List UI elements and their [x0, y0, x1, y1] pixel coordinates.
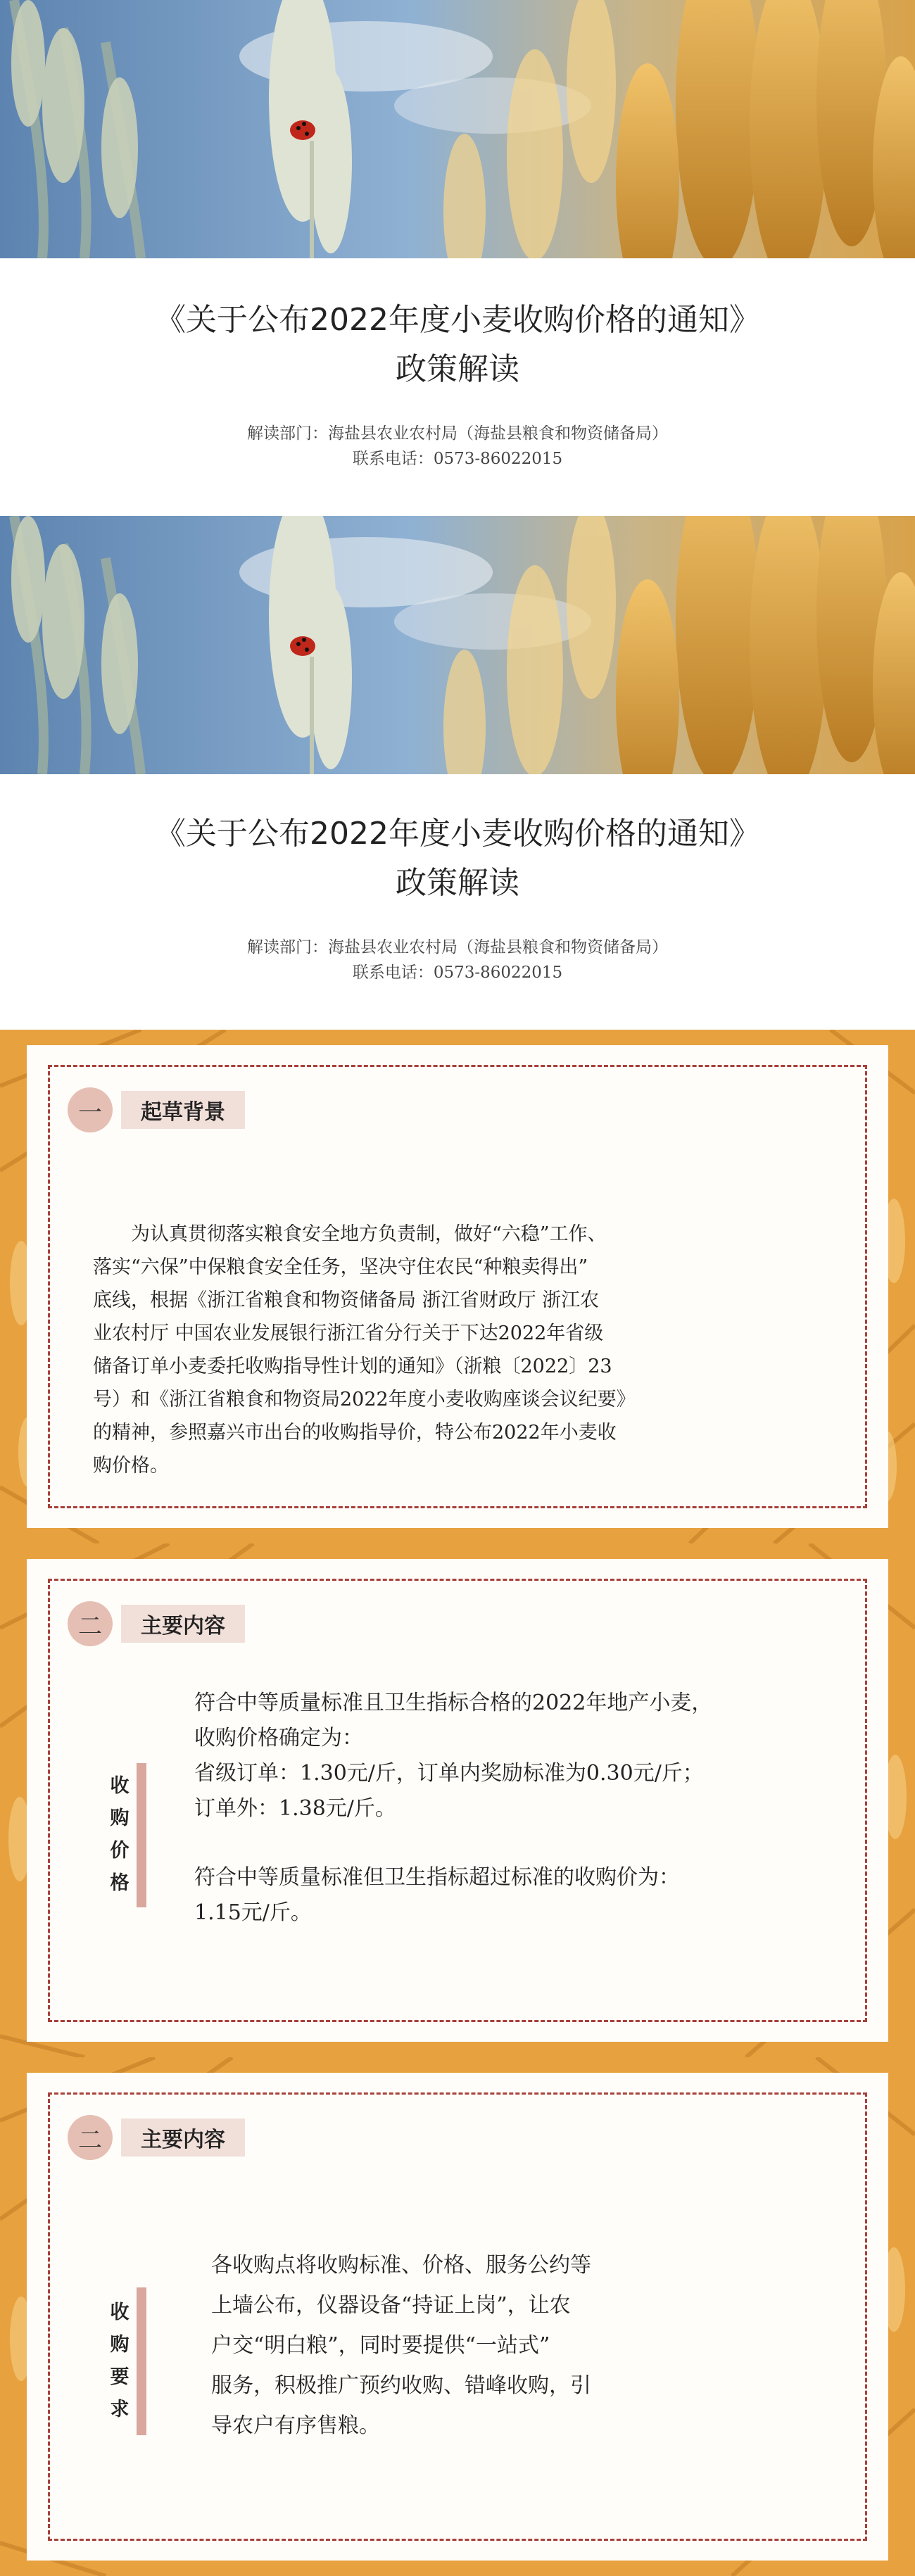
section-title: 主要内容: [121, 1605, 245, 1643]
page-title: 《关于公布2022年度小麦收购价格的通知》: [155, 302, 760, 338]
side-label: [104, 1770, 135, 1900]
body-line: 号）和《浙江省粮食和物资局2022年度小麦收购座谈会议纪要》: [93, 1389, 636, 1410]
body-line: 上墙公布，仪器设备“持证上岗”，让农: [211, 2293, 571, 2318]
body-line: 服务，积极推广预约收购、错峰收购，引: [211, 2373, 591, 2398]
body-line: 储备订单小麦委托收购指导性计划的通知》（浙粮〔2022〕23: [93, 1356, 612, 1377]
page-title: 《关于公布2022年度小麦收购价格的通知》: [155, 816, 760, 852]
side-label-bar: [137, 2287, 146, 2435]
section-title: 主要内容: [121, 2119, 245, 2157]
side-label: [104, 2297, 135, 2426]
side-label-char: 购: [110, 1807, 130, 1829]
content-card: [27, 1045, 888, 1528]
body-line: 业农村厅 中国农业发展银行浙江省分行关于下达2022年省级: [93, 1322, 604, 1344]
header-block-2: [0, 809, 915, 985]
content-card: [27, 2073, 888, 2561]
phone-line: 联系电话：0573-86022015: [352, 964, 563, 982]
side-label-char: 收: [110, 1775, 130, 1797]
section-panel-background: [0, 1030, 915, 1543]
page-subtitle: 政策解读: [396, 351, 519, 387]
department-line: 解读部门：海盐县农业农村局（海盐县粮食和物资储备局）: [247, 424, 668, 443]
body-line: 省级订单：1.30元/斤，订单内奖励标准为0.30元/斤；: [194, 1761, 704, 1786]
section-heading: [68, 1087, 245, 1132]
header-block-1: [0, 296, 915, 472]
body-line: 各收购点将收购标准、价格、服务公约等: [211, 2253, 591, 2278]
side-label-char: 购: [110, 2334, 130, 2356]
side-label-char: 价: [110, 1840, 130, 1862]
section-body: [194, 1686, 712, 1931]
department-line: 解读部门：海盐县农业农村局（海盐县粮食和物资储备局）: [247, 938, 668, 956]
body-line: 的精神，参照嘉兴市出台的收购指导价，特公布2022年小麦收: [93, 1422, 617, 1444]
body-line: 收购价格确定为：: [194, 1726, 363, 1750]
side-label-char: 求: [110, 2399, 130, 2420]
body-line: 底线，根据《浙江省粮食和物资储备局 浙江省财政厅 浙江农: [93, 1289, 600, 1311]
body-line: 导农户有序售粮。: [211, 2413, 380, 2438]
side-label-char: 要: [110, 2366, 130, 2388]
section-panel-price: [0, 1543, 915, 2057]
section-body: [93, 1218, 636, 1482]
body-line: 为认真贯彻落实粮食安全地方负责制，做好“六稳”工作、: [131, 1223, 607, 1245]
section-body: [211, 2245, 591, 2446]
body-line: 1.15元/斤。: [194, 1900, 312, 1925]
side-label-char: 收: [110, 2302, 130, 2323]
side-label-bar: [137, 1763, 146, 1907]
section-number-badge: 二: [68, 2115, 113, 2160]
body-line: 符合中等质量标准且卫生指标合格的2022年地产小麦，: [194, 1691, 713, 1715]
content-card: [27, 1559, 888, 2042]
section-number-badge: 一: [68, 1087, 113, 1132]
body-line: 落实“六保”中保粮食安全任务，坚决守住农民“种粮卖得出”: [93, 1256, 588, 1278]
body-line: 订单外：1.38元/斤。: [194, 1796, 396, 1821]
section-title: 起草背景: [121, 1091, 245, 1129]
phone-line: 联系电话：0573-86022015: [352, 450, 563, 468]
body-line: 购价格。: [93, 1455, 169, 1477]
body-line: 户交“明白粮”，同时要提供“一站式”: [211, 2333, 550, 2358]
section-heading: [68, 1601, 245, 1646]
section-number-badge: 二: [68, 1601, 113, 1646]
section-heading: [68, 2115, 245, 2160]
body-line: 符合中等质量标准但卫生指标超过标准的收购价为：: [194, 1865, 680, 1890]
page-subtitle: 政策解读: [396, 865, 519, 901]
wheat-banner-image: [0, 0, 915, 258]
wheat-banner-image: [0, 516, 915, 774]
side-label-char: 格: [110, 1872, 130, 1894]
section-panel-requirements: [0, 2057, 915, 2576]
